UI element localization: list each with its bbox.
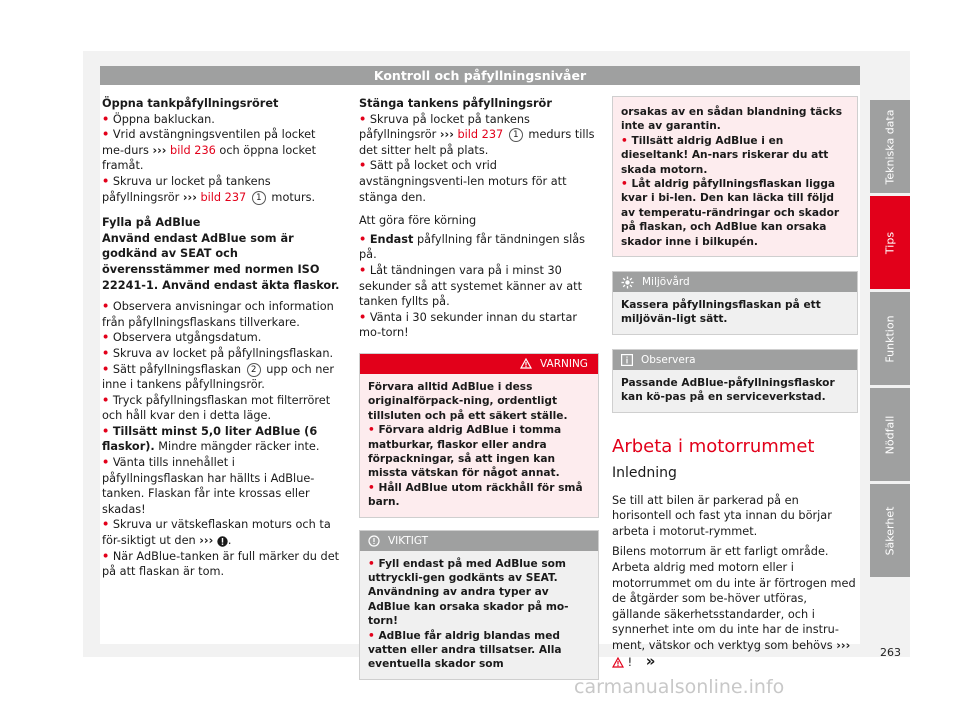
warning-box-header: VARNING: [360, 354, 598, 374]
continue-arrow[interactable]: »: [645, 651, 656, 670]
bullet-icon: •: [102, 518, 110, 532]
bullet-icon: •: [368, 481, 375, 494]
list-item: • Observera utgångsdatum.: [102, 331, 262, 345]
page-number: 263: [880, 646, 901, 659]
environment-box-body: Kassera påfyllningsflaskan på ett miljövän-ligt sätt.: [621, 299, 821, 326]
list-item: • Skruva ur locket på tankens påfyllningsrör ››› bild 237 1 moturs.: [102, 174, 316, 204]
warning-triangle-icon: [520, 358, 532, 369]
column-3: [612, 96, 858, 670]
notice-circle-icon[interactable]: [217, 536, 228, 547]
list-item: • Låt tändningen vara på i minst 30 sekunder så att systemet känner av att tanken fyllts på.: [359, 263, 583, 309]
bullet-icon: •: [368, 424, 375, 437]
environment-box: [612, 271, 858, 335]
callout-number: 1: [509, 128, 523, 142]
environment-box-header: Miljövård: [613, 272, 857, 292]
list-item: • Vänta tills innehållet i påfyllningsflaskan har hällts i AdBlue-tanken. Flaskan får inte krossas eller skadas!: [102, 456, 315, 516]
arrow-ref: ›››: [199, 534, 214, 548]
heading-open-filler: Öppna tankpåfyllningsröret: [102, 97, 279, 110]
list-item: • Observera anvisningar och information från påfyllningsflaskans tillverkare.: [102, 300, 334, 329]
bullet-icon: •: [102, 331, 110, 345]
bullet-icon: •: [102, 456, 110, 470]
list-item: • Sätt påfyllningsflaskan 2 upp och ner inne i tankens påfyllningsrör.: [102, 362, 334, 392]
bullet-icon: •: [621, 178, 628, 191]
bullet-icon: •: [102, 362, 110, 376]
subheading-before-driving: Att göra före körning: [359, 214, 477, 228]
list-item: • Vrid avstängningsventilen på locket me-durs ››› bild 236 och öppna locket framåt.: [102, 128, 316, 173]
heading-close-filler: Stänga tankens påfyllningsrör: [359, 97, 552, 110]
arrow-ref: ›››: [152, 143, 167, 157]
bullet-icon: •: [359, 310, 367, 324]
section-subtitle: Inledning: [612, 464, 677, 481]
bullet-icon: •: [102, 128, 110, 142]
bullet-icon: •: [359, 159, 367, 173]
section-title: Arbeta i motorrummet: [612, 435, 815, 457]
list-item: • Skruva av locket på påfyllningsflaskan.: [102, 346, 334, 360]
list-item: • Öppna bakluckan.: [102, 112, 215, 126]
notice-box-continued-body: orsakas av en sådan blandning täcks inte av garantin. • Tillsätt aldrig AdBlue i en dieseltank! An-nars riskerar du att skada motorn. • Låt aldrig påfyllningsflaskan ligga kvar i bi-len. Den kan läcka till följd av temperatu-rändringar och skador på flaskan, och AdBlue kan orsaka skador inne i bilkupén.: [613, 97, 857, 256]
bullet-icon: •: [359, 263, 367, 277]
paragraph: Se till att bilen är parkerad på en horisontell och fast yta innan du börjar arbeta i motorut-rymmet.: [612, 493, 832, 538]
warning-box-body: Förvara alltid AdBlue i dess originalförpack-ning, ordentligt tillsluten och på ett säkert ställe. • Förvara aldrig AdBlue i tomma matburkar, flaskor eller andra förpackningar, så att ingen kan missta vätskan för något annat. • Håll AdBlue utom räckhåll för små barn.: [360, 374, 598, 517]
heading-approved-adblue: Använd endast AdBlue som är godkänd av SEAT och överensstämmer med normen ISO 22241-1. Använd endast äkta flaskor.: [102, 231, 340, 292]
notice-box-continued: [612, 96, 858, 257]
heading-fill-adblue: Fylla på AdBlue: [102, 216, 201, 230]
bullet-icon: •: [621, 134, 628, 147]
watermark: carmanualsonline.info: [574, 676, 785, 698]
bullet-icon: •: [102, 424, 110, 438]
list-item: • Tillsätt minst 5,0 liter AdBlue (6 flaskor). Mindre mängder räcker inte.: [102, 424, 320, 454]
figure-link[interactable]: bild 237: [457, 128, 504, 142]
tab-nodfall[interactable]: Nödfall: [870, 388, 910, 481]
column-1: [102, 96, 340, 580]
info-icon: [621, 354, 633, 366]
list-item: • När AdBlue-tanken är full märker du det på att flaskan är tom.: [102, 549, 340, 579]
page-header: Kontroll och påfyllningsnivåer: [100, 66, 860, 85]
bullet-icon: •: [359, 112, 367, 126]
bullet-icon: •: [102, 346, 110, 360]
environment-icon: [621, 276, 634, 289]
notice-circle-icon: [368, 535, 380, 547]
figure-link[interactable]: bild 237: [200, 190, 247, 204]
bullet-icon: •: [102, 300, 110, 314]
arrow-ref: ›››: [439, 128, 454, 142]
list-item: • Endast påfyllning får tändningen slås på.: [359, 232, 586, 262]
tab-tips[interactable]: Tips: [870, 196, 910, 289]
warning-triangle-icon[interactable]: [612, 657, 624, 668]
list-item: • Skruva på locket på tankens påfyllningsrör ››› bild 237 1 medurs tills det sitter helt på plats.: [359, 112, 595, 157]
notice-box-header: VIKTIGT: [360, 531, 598, 551]
callout-number: 1: [252, 191, 266, 205]
info-box-body: Passande AdBlue-påfyllningsflaskor kan kö-pas på en serviceverkstad.: [621, 376, 835, 404]
list-item: • Skruva ur vätskeflaskan moturs och ta för-siktigt ut den ››› .: [102, 518, 331, 548]
side-tabs: [870, 100, 910, 580]
bullet-icon: •: [368, 557, 375, 570]
arrow-ref: ›››: [836, 639, 851, 653]
bullet-icon: •: [368, 629, 375, 642]
info-box-header: Observera: [613, 350, 857, 370]
bullet-icon: •: [359, 232, 367, 246]
arrow-ref: ›››: [182, 190, 197, 204]
notice-box-body: • Fyll endast på med AdBlue som uttryckli-gen godkänts av SEAT. Användning av andra typer av AdBlue kan orsaka skador på mo-torn! • AdBlue får aldrig blandas med vatten eller andra tillsatser. Alla eventuella skador som: [368, 557, 569, 671]
list-item: • Tryck påfyllningsflaskan mot filterröret och håll kvar den i detta läge.: [102, 393, 331, 423]
bullet-icon: •: [102, 393, 110, 407]
tab-tekniska-data[interactable]: Tekniska data: [870, 100, 910, 193]
tab-funktion[interactable]: Funktion: [870, 292, 910, 385]
bullet-icon: •: [102, 174, 110, 188]
tab-sakerhet[interactable]: Säkerhet: [870, 484, 910, 577]
bullet-icon: •: [102, 549, 110, 563]
info-box: [612, 349, 858, 413]
paragraph: Bilens motorrum är ett farligt område. Arbeta aldrig med motorn eller i motorrummet om du inte är förtrogen med de åtgärder som be-höver utföras, gällande säkerhetsstandarder, och i synnerhet inte om du inte har de instru-ment, vätskor och verktyg som behövs ››› ! »: [612, 545, 856, 670]
figure-link[interactable]: bild 236: [170, 143, 216, 157]
callout-number: 2: [247, 363, 261, 377]
list-item: • Sätt på locket och vrid avstängningsventi-len moturs för att stänga den.: [359, 159, 567, 204]
notice-box: [359, 530, 599, 680]
list-item: • Vänta i 30 sekunder innan du startar mo-torn!: [359, 310, 578, 340]
column-2: [359, 96, 599, 680]
warning-box: [359, 353, 599, 518]
bullet-icon: •: [102, 112, 110, 126]
